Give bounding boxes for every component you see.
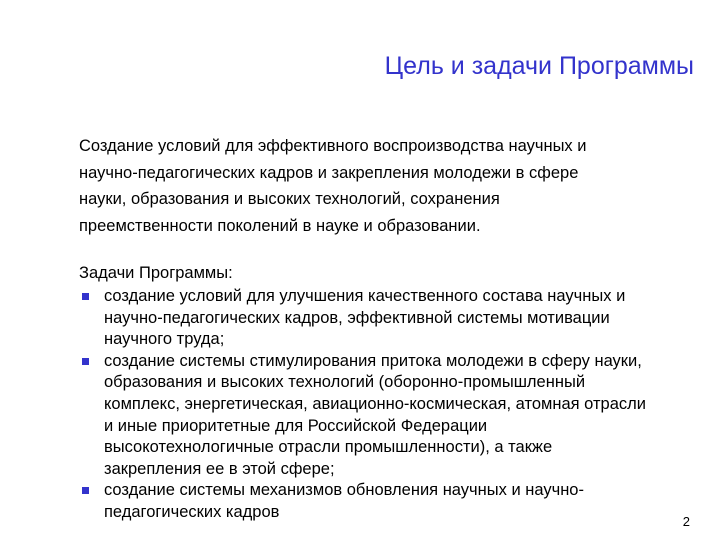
task-line: научно-педагогических кадров, эффективной системы мотивации xyxy=(104,308,610,327)
task-list xyxy=(79,286,699,524)
square-bullet-icon xyxy=(82,358,89,365)
goal-line: преемственности поколений в науке и образовании. xyxy=(79,216,481,235)
task-line: высокотехнологичные отрасли промышленности), а также xyxy=(104,438,553,457)
task-line: создание системы механизмов обновления научных и научно- xyxy=(104,481,584,500)
task-line: образования и высоких технологий (оборонно-промышленный xyxy=(104,373,586,392)
task-item xyxy=(79,286,699,351)
goal-line: Создание условий для эффективного воспроизводства научных и xyxy=(79,137,587,155)
task-line: педагогических кадров xyxy=(104,502,280,521)
square-bullet-icon xyxy=(82,293,89,300)
goal-line: науки, образования и высоких технологий, сохранения xyxy=(79,190,500,208)
goal-line: научно-педагогических кадров и закрепления молодежи в сфере xyxy=(79,163,579,182)
task-item xyxy=(79,351,699,481)
tasks-heading: Задачи Программы: xyxy=(79,264,233,282)
task-line: создание системы стимулирования притока молодежи в сферу науки, xyxy=(104,351,642,370)
square-bullet-icon xyxy=(82,487,89,494)
task-line: закрепления ее в этой сфере; xyxy=(104,459,335,478)
task-line: комплекс, энергетическая, авиационно-космическая, атомная отрасли xyxy=(104,394,646,413)
slide-title: Цель и задачи Программы xyxy=(384,52,694,80)
goal-paragraph xyxy=(79,133,679,239)
task-line: и иные приоритетные для Российской Федерации xyxy=(104,416,488,435)
task-item xyxy=(79,480,699,523)
task-line: научного труда; xyxy=(104,330,225,349)
task-line: создание условий для улучшения качественного состава научных и xyxy=(104,287,626,305)
page-number: 2 xyxy=(682,514,690,529)
